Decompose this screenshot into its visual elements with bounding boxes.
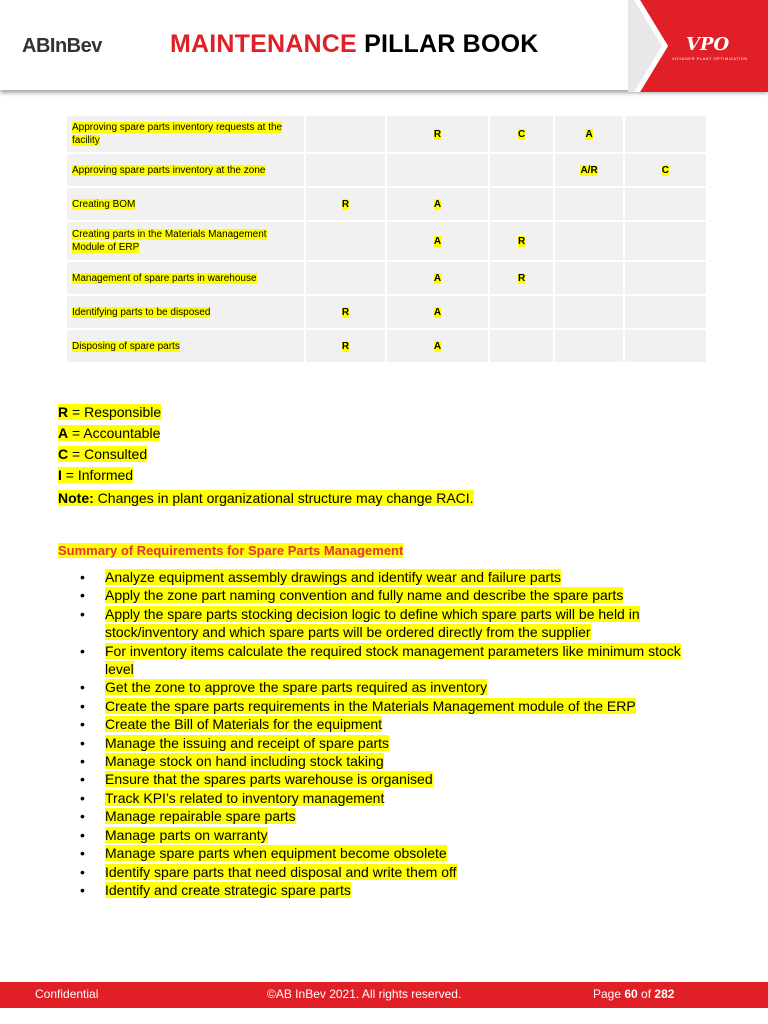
raci-legend: [58, 402, 161, 486]
title-red-part: MAINTENANCE: [170, 30, 357, 58]
page-header: [0, 0, 768, 96]
bullet-icon: •: [80, 569, 85, 585]
raci-role-cell: R: [490, 262, 553, 296]
raci-role-cell: A: [387, 330, 488, 364]
raci-role-cell: [306, 154, 385, 188]
bullet-icon: •: [80, 771, 85, 788]
raci-table: [65, 116, 708, 364]
raci-role-cell: [387, 154, 488, 188]
bullet-icon: •: [80, 789, 85, 806]
vpo-subtitle: VOYAGER PLANT OPTIMIZATION: [672, 56, 748, 61]
bullet-icon: •: [80, 753, 85, 770]
raci-activity-cell: Approving spare parts inventory requests at the facility: [67, 116, 304, 154]
raci-role-cell: R: [490, 222, 553, 262]
requirements-list: [80, 568, 700, 899]
raci-role-cell: [490, 188, 553, 222]
raci-role-cell: [625, 188, 706, 222]
bullet-icon: •: [80, 697, 85, 714]
raci-role-cell: A/R: [555, 154, 622, 188]
raci-activity-cell: Disposing of spare parts: [67, 330, 304, 364]
raci-activity-cell: Identifying parts to be disposed: [67, 296, 304, 330]
raci-row: [67, 116, 706, 154]
legend-item: R = Responsible: [58, 404, 162, 420]
list-item: • Manage the issuing and receipt of spare parts: [80, 734, 390, 751]
raci-role-cell: C: [490, 116, 553, 154]
list-item: • Identify and create strategic spare parts: [80, 881, 351, 898]
raci-role-cell: [306, 222, 385, 262]
vpo-badge: [628, 0, 768, 92]
raci-role-cell: [490, 330, 553, 364]
raci-role-cell: [555, 330, 622, 364]
raci-row: [67, 222, 706, 262]
bullet-icon: •: [80, 845, 85, 862]
raci-role-cell: [555, 296, 622, 330]
list-item: • Track KPI’s related to inventory management: [80, 789, 385, 806]
raci-activity-cell: Creating parts in the Materials Management Module of ERP: [67, 222, 304, 262]
bullet-icon: •: [80, 863, 85, 880]
bullet-icon: •: [80, 826, 85, 843]
raci-role-cell: [306, 262, 385, 296]
raci-role-cell: A: [555, 116, 622, 154]
raci-activity-cell: Approving spare parts inventory at the zone: [67, 154, 304, 188]
raci-row: [67, 188, 706, 222]
raci-role-cell: [490, 154, 553, 188]
list-item: • Identify spare parts that need disposal and write them off: [80, 863, 457, 880]
raci-role-cell: [490, 296, 553, 330]
list-item: • Apply the spare parts stocking decision logic to define which spare parts will be held in stock/inventory and which spare parts will be ordered directly from the supplier: [80, 605, 640, 641]
bullet-icon: •: [80, 679, 85, 696]
legend-item: C = Consulted: [58, 446, 148, 462]
section-heading: Summary of Requirements for Spare Parts Management: [58, 543, 404, 558]
raci-note: [58, 490, 474, 506]
raci-role-cell: R: [306, 330, 385, 364]
confidential-label: Confidential: [35, 987, 99, 1001]
raci-activity-cell: Creating BOM: [67, 188, 304, 222]
list-item: • Manage parts on warranty: [80, 826, 268, 843]
raci-row: [67, 262, 706, 296]
document-title: [170, 30, 539, 59]
raci-row: [67, 330, 706, 364]
raci-role-cell: R: [387, 116, 488, 154]
list-item: • For inventory items calculate the required stock management parameters like minimum stock level: [80, 642, 681, 678]
legend-item: I = Informed: [58, 467, 134, 483]
list-item: • Create the spare parts requirements in the Materials Management module of the ERP: [80, 697, 636, 714]
raci-role-cell: [555, 188, 622, 222]
bullet-icon: •: [80, 587, 85, 604]
title-black-part: PILLAR BOOK: [356, 30, 539, 58]
bullet-icon: •: [80, 808, 85, 825]
raci-role-cell: [306, 116, 385, 154]
raci-row: [67, 296, 706, 330]
raci-role-cell: A: [387, 296, 488, 330]
note-text: Changes in plant organizational structure may change RACI.: [93, 490, 474, 506]
page-footer: [0, 982, 768, 1008]
raci-role-cell: [625, 330, 706, 364]
raci-role-cell: R: [306, 296, 385, 330]
bullet-icon: •: [80, 716, 85, 733]
raci-role-cell: A: [387, 222, 488, 262]
list-item: • Manage spare parts when equipment become obsolete: [80, 845, 447, 862]
raci-row: [67, 154, 706, 188]
raci-role-cell: [555, 222, 622, 262]
raci-role-cell: A: [387, 262, 488, 296]
raci-role-cell: [625, 116, 706, 154]
raci-role-cell: [625, 222, 706, 262]
list-item: • Get the zone to approve the spare parts required as inventory: [80, 679, 488, 696]
raci-role-cell: [625, 262, 706, 296]
list-item: • Ensure that the spares parts warehouse is organised: [80, 771, 433, 788]
list-item: • Create the Bill of Materials for the equipment: [80, 716, 383, 733]
raci-role-cell: [555, 262, 622, 296]
list-item: • Apply the zone part naming convention and fully name and describe the spare parts: [80, 587, 624, 604]
raci-activity-cell: Management of spare parts in warehouse: [67, 262, 304, 296]
abinbev-logo: ABInBev: [22, 35, 102, 57]
raci-role-cell: A: [387, 188, 488, 222]
bullet-icon: •: [80, 642, 85, 659]
vpo-logo-text: VPO: [686, 34, 730, 55]
raci-role-cell: C: [625, 154, 706, 188]
raci-role-cell: [625, 296, 706, 330]
bullet-icon: •: [80, 881, 85, 898]
bullet-icon: •: [80, 605, 85, 622]
list-item: • Analyze equipment assembly drawings and identify wear and failure parts: [80, 569, 562, 585]
page-number: Page 60 of 282: [593, 987, 675, 1001]
copyright-text: ©AB InBev 2021. All rights reserved.: [267, 987, 462, 1001]
list-item: • Manage stock on hand including stock taking: [80, 753, 384, 770]
bullet-icon: •: [80, 734, 85, 751]
raci-role-cell: R: [306, 188, 385, 222]
legend-item: A = Accountable: [58, 425, 161, 441]
list-item: • Manage repairable spare parts: [80, 808, 296, 825]
note-label: Note:: [58, 490, 94, 506]
